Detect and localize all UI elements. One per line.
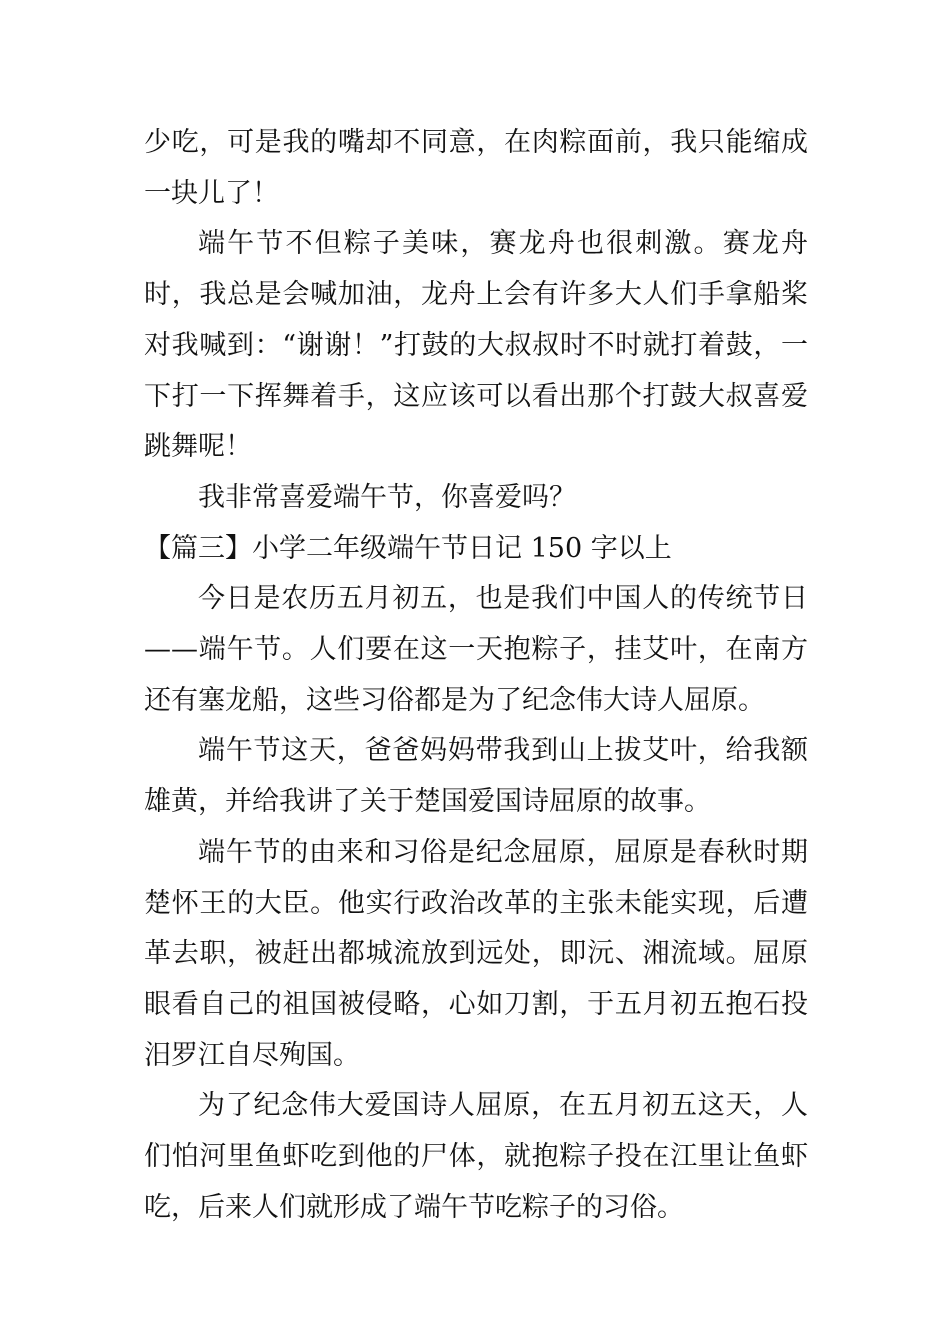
- paragraph-origin: 端午节的由来和习俗是纪念屈原，屈原是春秋时期楚怀王的大臣。他实行政治改革的主张未能实现，后遭革去职，被赶出都城流放到远处，即沅、湘流域。屈原眼看自己的祖国被侵略，心如刀割，于五月初五抱石投汨罗江自尽殉国。: [144, 836, 808, 1071]
- paragraph-closing-question: 我非常喜爱端午节，你喜爱吗？: [198, 481, 576, 513]
- paragraph-mugwort: 端午节这天，爸爸妈妈带我到山上拔艾叶，给我额雄黄，并给我讲了关于楚国爱国诗屈原的故事。: [144, 735, 808, 818]
- document-body: [144, 118, 808, 1233]
- section-heading: 【篇三】小学二年级端午节日记 150 字以上: [144, 532, 672, 564]
- paragraph-continuation: 少吃，可是我的嘴却不同意，在肉粽面前，我只能缩成一块儿了！: [144, 127, 808, 209]
- paragraph-zongzi-custom: 为了纪念伟大爱国诗人屈原，在五月初五这天，人们怕河里鱼虾吃到他的尸体，就抱粽子投在江里让鱼虾吃，后来人们就形成了端午节吃粽子的习俗。: [144, 1090, 808, 1223]
- paragraph-intro: 今日是农历五月初五，也是我们中国人的传统节日——端午节。人们要在这一天抱粽子，挂艾叶，在南方还有塞龙船，这些习俗都是为了纪念伟大诗人屈原。: [144, 583, 808, 716]
- paragraph-dragon-boat: 端午节不但粽子美味，赛龙舟也很刺激。赛龙舟时，我总是会喊加油，龙舟上会有许多大人们手拿船桨对我喊到：“谢谢！”打鼓的大叔叔时不时就打着鼓，一下打一下挥舞着手，这应该可以看出那个打鼓大叔喜爱跳舞呢！: [144, 228, 808, 463]
